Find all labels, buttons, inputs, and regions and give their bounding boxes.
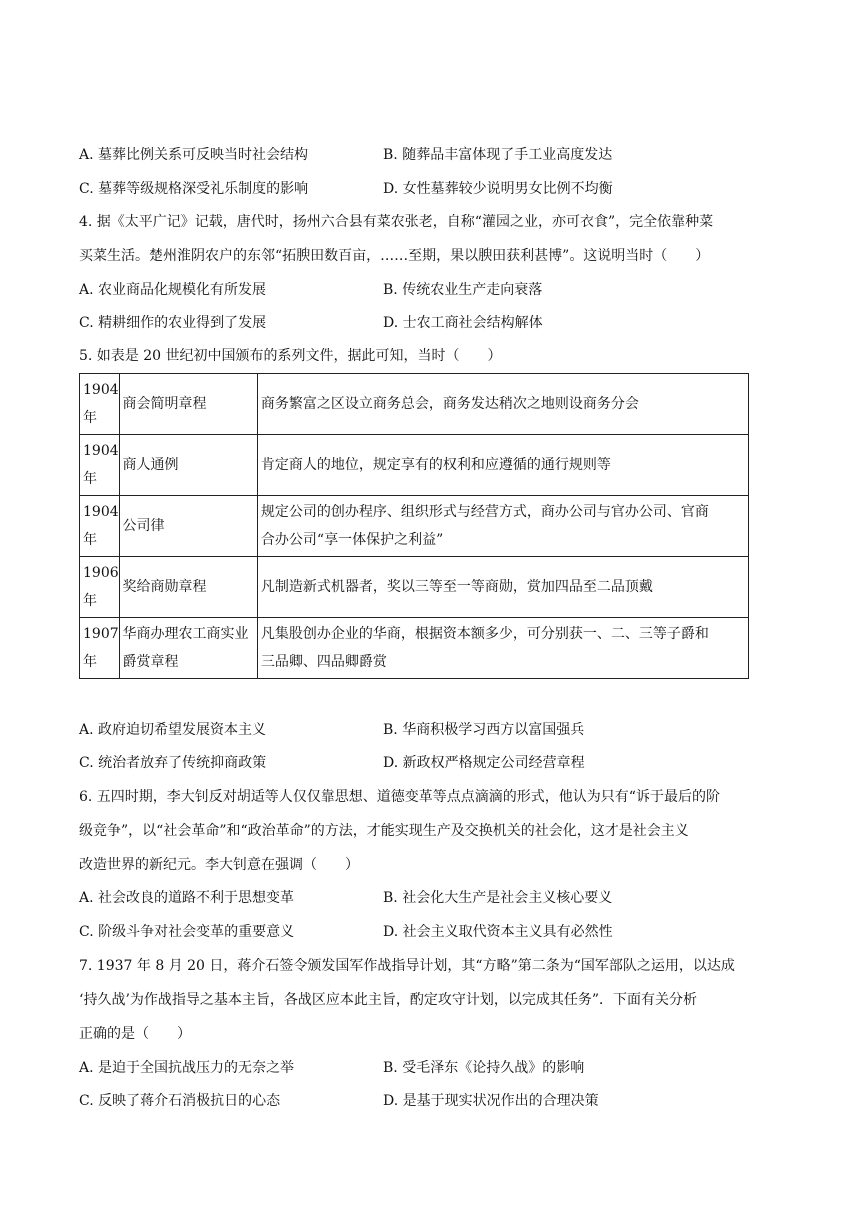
table-cell-document: 奖给商勋章程 bbox=[119, 557, 257, 618]
table-cell-content: 肯定商人的地位，规定享有的权利和应遵循的通行规则等 bbox=[257, 435, 748, 496]
q6-option-a: A. 社会改良的道路不利于思想变革 bbox=[79, 890, 295, 906]
table-cell-content: 凡制造新式机器者，奖以三等至一等商勋，赏加四品至二品顶戴 bbox=[257, 557, 748, 618]
table-cell-year: 1907 年 bbox=[80, 618, 120, 679]
q5-table bbox=[79, 373, 749, 679]
q6-option-d: D. 社会主义取代资本主义具有必然性 bbox=[383, 924, 613, 940]
q7-option-c: C. 反映了蒋介石消极抗日的心态 bbox=[79, 1093, 281, 1109]
q4-stem-line1: 4. 据《太平广记》记载，唐代时，扬州六合县有菜农张老，自称“灌园之业，亦可衣食”，完全依靠种菜 bbox=[79, 214, 714, 230]
q3-option-d: D. 女性墓葬较少说明男女比例不均衡 bbox=[383, 181, 613, 197]
table-row bbox=[80, 435, 749, 496]
q7-option-d: D. 是基于现实状况作出的合理决策 bbox=[383, 1093, 599, 1109]
q5-option-c: C. 统治者放弃了传统抑商政策 bbox=[79, 755, 267, 771]
table-row bbox=[80, 618, 749, 679]
q3-option-b: B. 随葬品丰富体现了手工业高度发达 bbox=[383, 147, 613, 163]
table-cell-document: 公司律 bbox=[119, 496, 257, 557]
table-cell-year: 1904 年 bbox=[80, 496, 120, 557]
table-cell-content: 凡集股创办企业的华商，根据资本额多少，可分别获一、二、三等子爵和 三品卿、四品卿爵赏 bbox=[257, 618, 748, 679]
table-cell-content: 规定公司的创办程序、组织形式与经营方式，商办公司与官办公司、官商 合办公司“享一体保护之利益” bbox=[257, 496, 748, 557]
q5-option-d: D. 新政权严格规定公司经营章程 bbox=[383, 755, 585, 771]
q4-option-a: A. 农业商品化规模化有所发展 bbox=[79, 282, 267, 298]
q3-option-a: A. 墓葬比例关系可反映当时社会结构 bbox=[79, 147, 309, 163]
q4-option-c: C. 精耕细作的农业得到了发展 bbox=[79, 315, 267, 331]
q7-option-a: A. 是迫于全国抗战压力的无奈之举 bbox=[79, 1060, 295, 1076]
table-cell-document: 商会简明章程 bbox=[119, 374, 257, 435]
q5-option-a: A. 政府迫切希望发展资本主义 bbox=[79, 722, 267, 738]
table-cell-content: 商务繁富之区设立商务总会，商务发达稍次之地则设商务分会 bbox=[257, 374, 748, 435]
table-row bbox=[80, 496, 749, 557]
table-row bbox=[80, 557, 749, 618]
q7-stem-line2: ‘持久战’为作战指导之基本主旨，各战区应本此主旨，酌定攻守计划，以完成其任务”．下面有关分析 bbox=[79, 992, 698, 1008]
q7-stem-line1: 7. 1937 年 8 月 20 日，蒋介石签令颁发国军作战指导计划，其“方略”第二条为“国军部队之运用，以达成 bbox=[79, 958, 735, 974]
table-cell-year: 1906 年 bbox=[80, 557, 120, 618]
q7-stem-line3: 正确的是（ ） bbox=[79, 1026, 191, 1042]
table-row bbox=[80, 374, 749, 435]
table-cell-year: 1904 年 bbox=[80, 374, 120, 435]
q4-option-b: B. 传统农业生产走向衰落 bbox=[383, 282, 543, 298]
table-cell-document: 商人通例 bbox=[119, 435, 257, 496]
q5-option-b: B. 华商积极学习西方以富国强兵 bbox=[383, 722, 585, 738]
q3-option-c: C. 墓葬等级规格深受礼乐制度的影响 bbox=[79, 181, 309, 197]
table-cell-document: 华商办理农工商实业 爵赏章程 bbox=[119, 618, 257, 679]
q6-stem-line1: 6. 五四时期，李大钊反对胡适等人仅仅靠思想、道德变革等点点滴滴的形式，他认为只有“诉于最后的阶 bbox=[79, 789, 720, 805]
q5-stem: 5. 如表是 20 世纪初中国颁布的系列文件，据此可知，当时（ ） bbox=[79, 348, 502, 364]
q6-option-c: C. 阶级斗争对社会变革的重要意义 bbox=[79, 924, 295, 940]
q6-option-b: B. 社会化大生产是社会主义核心要义 bbox=[383, 890, 613, 906]
q6-stem-line3: 改造世界的新纪元。李大钊意在强调（ ） bbox=[79, 857, 359, 873]
q6-stem-line2: 级竞争”，以“社会革命”和“政治革命”的方法，才能实现生产及交换机关的社会化，这才是社会主义 bbox=[79, 823, 689, 839]
table-cell-year: 1904 年 bbox=[80, 435, 120, 496]
q4-stem-line2: 买菜生活。楚州淮阴农户的东邻“拓腴田数百亩，……至期，果以腴田获利甚博”。这说明当时（ ） bbox=[79, 248, 710, 264]
q4-option-d: D. 士农工商社会结构解体 bbox=[383, 315, 543, 331]
q7-option-b: B. 受毛泽东《论持久战》的影响 bbox=[383, 1060, 585, 1076]
